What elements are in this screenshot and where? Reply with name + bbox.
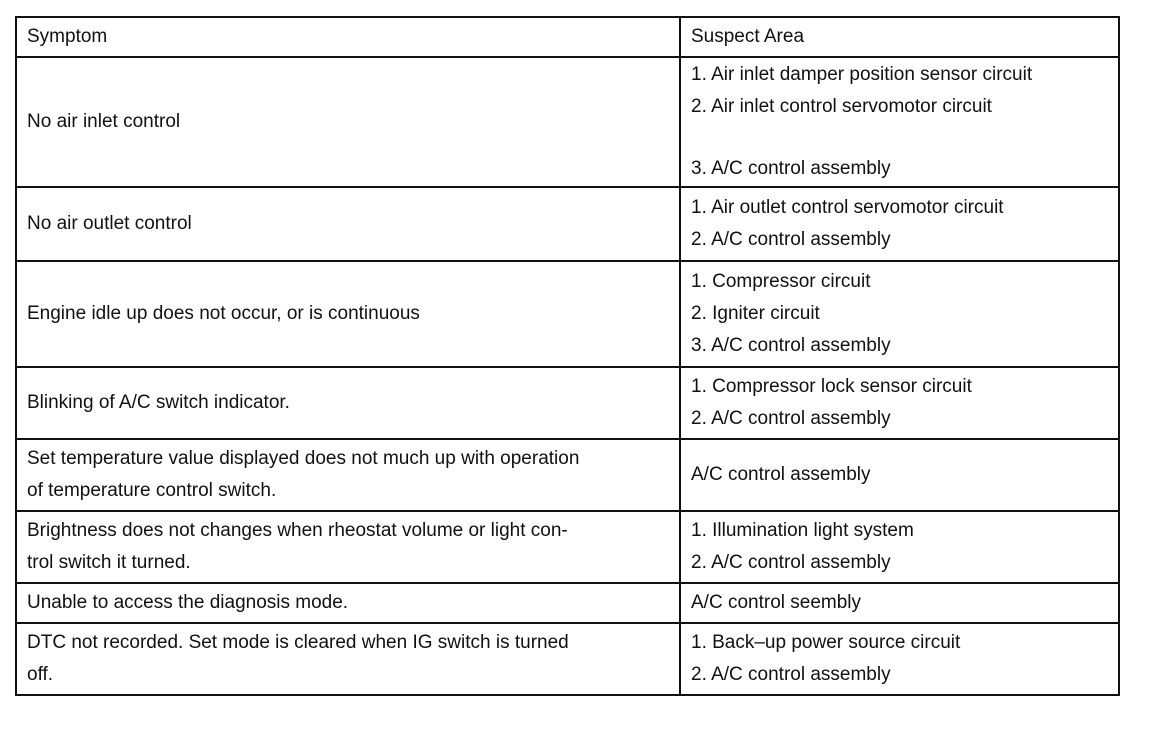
suspect-item: 1. Compressor lock sensor circuit — [691, 376, 972, 397]
suspect-item: 1. Air outlet control servomotor circuit — [691, 197, 1004, 218]
table-row — [16, 623, 1119, 695]
suspect-item: 2. A/C control assembly — [691, 552, 891, 573]
symptom-line: off. — [27, 664, 54, 685]
symptom-cell — [16, 623, 680, 695]
symptom-cell: No air inlet control — [16, 57, 680, 187]
suspect-item: 2. Air inlet control servomotor circuit — [691, 96, 992, 117]
symptom-line: trol switch it turned. — [27, 552, 191, 573]
suspect-area-cell — [680, 511, 1119, 583]
suspect-item: 1. Illumination light system — [691, 520, 914, 541]
symptom-cell: Engine idle up does not occur, or is continuous — [16, 261, 680, 367]
symptom-column-header: Symptom — [16, 17, 680, 57]
table-row — [16, 261, 1119, 367]
table-row — [16, 511, 1119, 583]
suspect-area-cell — [680, 439, 1119, 511]
suspect-item: 2. A/C control assembly — [691, 229, 891, 250]
suspect-area-cell — [680, 261, 1119, 367]
suspect-area-cell — [680, 187, 1119, 261]
suspect-item: 3. A/C control assembly — [691, 335, 891, 356]
suspect-item: 1. Air inlet damper position sensor circuit — [691, 64, 1033, 85]
table-row — [16, 187, 1119, 261]
suspect-item: 2. Igniter circuit — [691, 303, 820, 324]
symptom-line: of temperature control switch. — [27, 480, 277, 501]
problem-symptoms-table — [15, 16, 1120, 696]
suspect-item: A/C control assembly — [691, 464, 871, 485]
symptom-line: DTC not recorded. Set mode is cleared when IG switch is turned — [27, 632, 569, 653]
suspect-area-cell — [680, 623, 1119, 695]
symptom-cell — [16, 439, 680, 511]
suspect-area-cell — [680, 57, 1119, 187]
suspect-item: 2. A/C control assembly — [691, 408, 891, 429]
table-row — [16, 583, 1119, 623]
suspect-area-cell — [680, 583, 1119, 623]
table-row — [16, 439, 1119, 511]
symptom-line: Brightness does not changes when rheostat volume or light con- — [27, 520, 568, 541]
suspect-item: 1. Compressor circuit — [691, 271, 871, 292]
symptom-line: Set temperature value displayed does not much up with operation — [27, 448, 580, 469]
suspect-area-column-header: Suspect Area — [680, 17, 1119, 57]
table-row — [16, 367, 1119, 439]
symptom-cell: Unable to access the diagnosis mode. — [16, 583, 680, 623]
suspect-area-cell — [680, 367, 1119, 439]
symptom-cell: Blinking of A/C switch indicator. — [16, 367, 680, 439]
suspect-item: A/C control seembly — [691, 592, 862, 613]
symptom-cell: No air outlet control — [16, 187, 680, 261]
suspect-item: 2. A/C control assembly — [691, 664, 891, 685]
suspect-item: 1. Back–up power source circuit — [691, 632, 961, 653]
suspect-item: 3. A/C control assembly — [691, 158, 891, 179]
table-header-row — [16, 17, 1119, 57]
symptom-cell — [16, 511, 680, 583]
table-row — [16, 57, 1119, 187]
